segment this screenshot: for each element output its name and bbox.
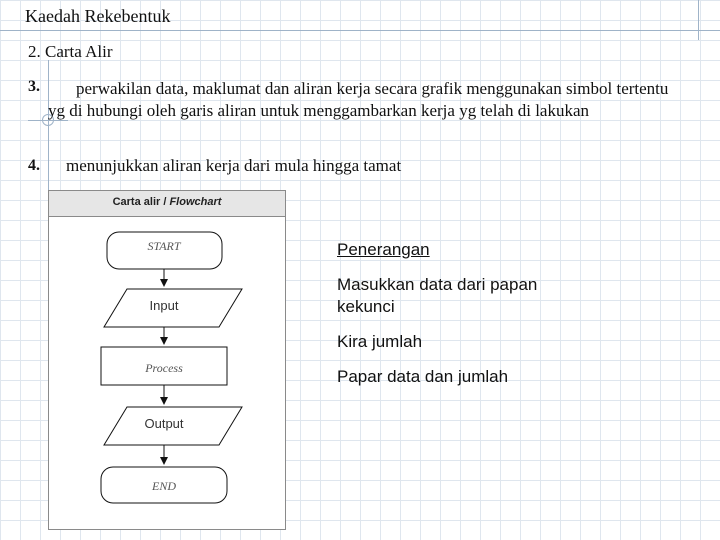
- header-rule: [0, 30, 720, 31]
- explanation-heading: Penerangan: [337, 240, 430, 259]
- explanation-line: Papar data dan jumlah: [337, 367, 509, 386]
- output-label: Output: [144, 416, 184, 431]
- end-label: END: [152, 479, 176, 493]
- list-item-text: menunjukkan aliran kerja dari mula hingga tamat: [66, 156, 402, 175]
- page-title: Kaedah Rekebentuk: [25, 6, 171, 26]
- explanation-line: Masukkan data dari papan kekunci: [337, 275, 538, 316]
- list-item-number: 3.: [28, 78, 40, 95]
- right-rule: [698, 0, 699, 40]
- process-label: Process: [145, 361, 183, 375]
- start-label: START: [147, 239, 181, 253]
- explanation-line: Kira jumlah: [337, 332, 423, 351]
- list-item-text: Carta Alir: [45, 42, 113, 61]
- input-label: Input: [149, 298, 179, 313]
- flowchart-panel: [48, 190, 286, 530]
- list-item-text: perwakilan data, maklumat dan aliran kerja secara grafik menggunakan simbol tertentu yg di hubungi oleh garis aliran untuk menggambarkan kerja yg telah di lakukan: [48, 79, 669, 120]
- list-item-number: 2.: [28, 42, 41, 61]
- list-item-number: 4.: [28, 157, 40, 174]
- flowchart-header: Carta alir / Flowchart: [49, 191, 285, 217]
- list-item: [28, 42, 113, 62]
- flowchart-diagram: [49, 217, 285, 529]
